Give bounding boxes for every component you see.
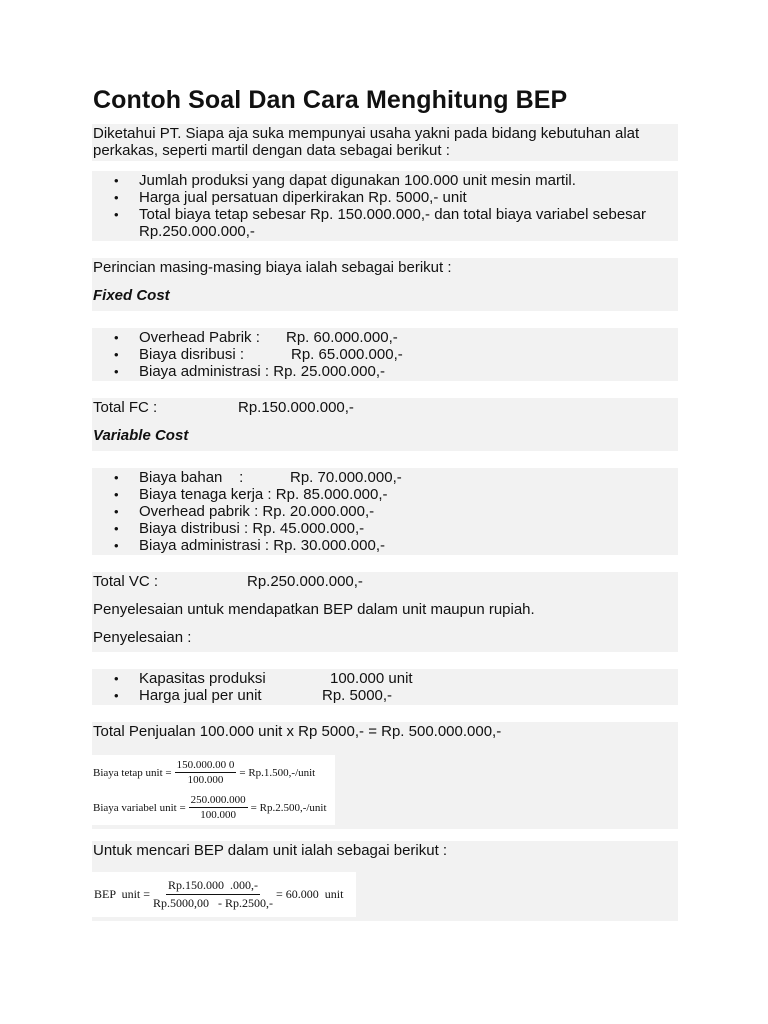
list-item: [92, 486, 678, 503]
bep-unit-formula: [94, 878, 356, 911]
bep-block: [92, 841, 678, 921]
formula-numerator: 250.000.000: [190, 794, 246, 806]
total-vc-value: Rp.250.000.000,-: [247, 573, 363, 590]
item-label: Biaya distribusi :: [139, 520, 249, 537]
item-value: Rp. 25.000.000,-: [273, 363, 385, 380]
total-vc-block: [92, 572, 678, 652]
page-title: Contoh Soal Dan Cara Menghitung BEP: [93, 86, 568, 114]
list-item: • Total biaya tetap sebesar Rp. 150.000.000,- dan total biaya variabel sebesar Rp.250.000.000,-: [92, 206, 678, 240]
bep-intro: Untuk mencari BEP dalam unit ialah sebagai berikut :: [93, 842, 448, 859]
fixed-cost-heading: Fixed Cost: [93, 287, 170, 304]
perincian-text: Perincian masing-masing biaya ialah sebagai berikut :: [93, 259, 452, 276]
item-label: Overhead pabrik :: [139, 503, 259, 520]
total-vc-row: [92, 572, 678, 591]
list-item: [92, 363, 678, 380]
total-fc-value: Rp.150.000.000,-: [238, 399, 354, 416]
variable-cost-list: [92, 469, 678, 554]
penyelesaian-list-block: [92, 669, 678, 705]
item-label: Biaya bahan :: [139, 469, 244, 486]
variable-cost-heading: Variable Cost: [93, 427, 189, 444]
item-value: Rp. 20.000.000,-: [262, 503, 375, 520]
penyelesaian-intro: Penyelesaian untuk mendapatkan BEP dalam unit maupun rupiah.: [93, 601, 535, 618]
list-item: [92, 537, 678, 554]
item-label: Biaya administrasi :: [139, 537, 270, 554]
fixed-cost-list: [92, 329, 678, 380]
bep-formula-box: [92, 872, 356, 917]
item-label: Harga jual per unit: [139, 687, 262, 704]
fixed-cost-list-block: [92, 328, 678, 381]
total-penjualan: Total Penjualan 100.000 unit x Rp 5000,- = Rp. 500.000.000,-: [93, 723, 502, 740]
list-item: [92, 329, 678, 346]
formula-lhs: Biaya variabel unit =: [93, 801, 186, 814]
total-fc-label: Total FC :: [93, 399, 158, 416]
item-label: Overhead Pabrik :: [139, 329, 260, 346]
item-value: Rp. 70.000.000,-: [290, 469, 402, 486]
item-value: Rp. 5000,-: [322, 687, 393, 704]
perincian-block: [92, 258, 678, 311]
list-item: [92, 520, 678, 537]
list-item: [92, 670, 678, 687]
document-page: [92, 86, 678, 921]
variable-cost-list-block: [92, 468, 678, 555]
penyelesaian-label: Penyelesaian :: [93, 629, 192, 646]
formula-rhs: = 60.000 unit: [276, 887, 344, 901]
item-value: Rp. 65.000.000,-: [291, 346, 403, 363]
data-list: [92, 172, 678, 240]
formula-rhs: = Rp.2.500,-/unit: [250, 801, 327, 814]
list-item: • Harga jual persatuan diperkirakan Rp. 5000,- unit: [92, 189, 678, 206]
formula-denominator: Rp.5000,00 - Rp.2500,-: [153, 896, 273, 910]
fixed-cost-per-unit-formula: [93, 759, 335, 786]
formula-rhs: = Rp.1.500,-/unit: [239, 766, 316, 779]
formula-lhs: Biaya tetap unit =: [93, 766, 172, 779]
list-item: [92, 469, 678, 486]
penjualan-block: [92, 722, 678, 829]
formula-lhs: BEP unit =: [94, 887, 150, 901]
list-item: [92, 503, 678, 520]
formula-numerator: Rp.150.000 .000,-: [166, 878, 260, 895]
formula-fraction: [189, 794, 248, 821]
total-vc-label: Total VC :: [93, 573, 159, 590]
item-label: Biaya disribusi :: [139, 346, 245, 363]
data-list-block: [92, 171, 678, 241]
item-value: 100.000 unit: [330, 670, 413, 687]
total-fc-row: [92, 398, 678, 417]
formula-denominator: 100.000: [200, 809, 237, 821]
intro-paragraph: Diketahui PT. Siapa aja suka mempunyai usaha yakni pada bidang kebutuhan alat perkakas, seperti martil dengan data sebagai berikut :: [92, 124, 678, 161]
cost-per-unit-formulas: [92, 755, 335, 825]
variable-cost-per-unit-formula: [93, 794, 335, 821]
item-label: Kapasitas produksi: [139, 670, 266, 687]
list-item: • Jumlah produksi yang dapat digunakan 100.000 unit mesin martil.: [92, 172, 678, 189]
item-value: Rp. 85.000.000,-: [275, 486, 388, 503]
total-fc-block: [92, 398, 678, 451]
penyelesaian-list: [92, 670, 678, 704]
formula-fraction: [153, 878, 273, 911]
item-value: Rp. 30.000.000,-: [273, 537, 385, 554]
formula-numerator: 150.000.00 0: [176, 759, 235, 771]
item-value: Rp. 60.000.000,-: [286, 329, 398, 346]
list-item: [92, 346, 678, 363]
item-value: Rp. 45.000.000,-: [252, 520, 365, 537]
list-item: [92, 687, 678, 704]
item-label: Biaya tenaga kerja :: [139, 486, 272, 503]
formula-fraction: [175, 759, 237, 786]
item-label: Biaya administrasi :: [139, 363, 270, 380]
formula-denominator: 100.000: [187, 774, 224, 786]
